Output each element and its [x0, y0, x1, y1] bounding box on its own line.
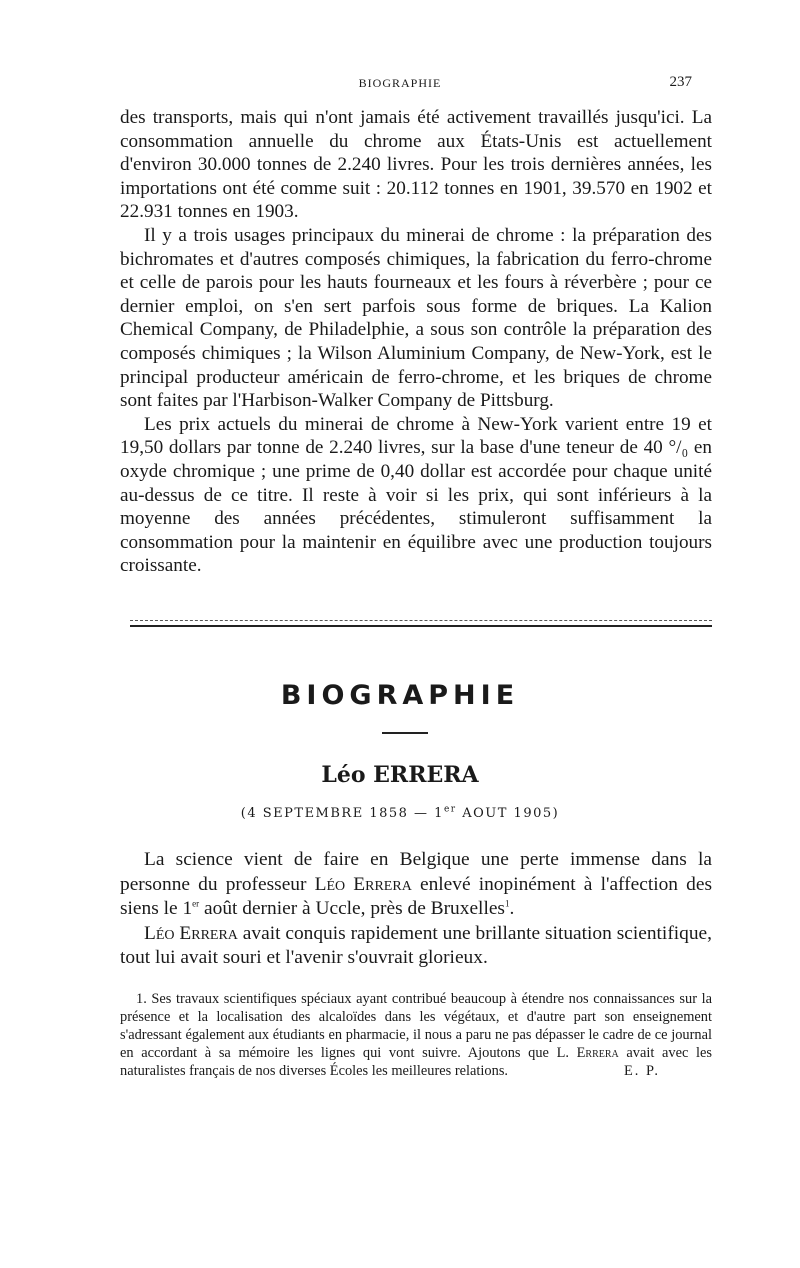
- biography-text: [120, 848, 712, 971]
- footnote-signature: E. P.: [624, 1063, 660, 1079]
- footnote: 1. Ses travaux scientifiques spéciaux ayant contribué beaucoup à étendre nos connaissances sur la présence et la localisation des alcaloïdes dans les végétaux, et d'autre part son enseignement s'adressant également aux étudiants en pharmacie, il nous a paru ne pas dépasser le cadre de ce journal en accordant à sa mémoire les lignes qui vont suivre. Ajoutons que L. Errera avait avec les naturalistes français de nos diverses Écoles les meilleures relations. E. P.: [120, 991, 712, 1079]
- biography-dates: (4 SEPTEMBRE 1858 — 1er AOUT 1905): [240, 804, 560, 821]
- article-continuation: [120, 106, 712, 578]
- title-rule: [382, 732, 428, 734]
- running-header: [0, 74, 800, 94]
- section-divider: [130, 620, 712, 628]
- running-title: BIOGRAPHIE: [358, 76, 442, 90]
- paragraph-chrome-prices: Les prix actuels du minerai de chrome à New-York varient entre 19 et 19,50 dollars par tonne de 2.240 livres, sur la base d'une teneur de 40 °/₀ en oxyde chromique ; une prime de 0,40 dollar est accordée pour chaque unité au-dessus de ce titre. Il reste à voir si les prix, qui sont inférieurs à la moyenne des années précédentes, stimuleront suffisamment la consommation pour la maintenir en équilibre avec une production toujours croissante.: [120, 413, 712, 577]
- biography-paragraph-1: La science vient de faire en Belgique une perte immense dans la personne du professeur Léo Errera enlevé inopinément à l'affection des siens le 1er août dernier à Uccle, près de Bruxelles$^1$.: [120, 849, 713, 920]
- footnote-ref: 1: [504, 898, 510, 909]
- biography-name: Léo ERRERA: [321, 762, 479, 788]
- section-title: BIOGRAPHIE: [280, 680, 520, 711]
- paragraph-chrome-uses: Il y a trois usages principaux du minerai de chrome : la préparation des bichromates et d'autres composés chimiques, la fabrication du ferro-chrome et celle de parois pour les hauts fourneaux et les fours à réverbère ; pour ce dernier emploi, on s'en sert parfois sous forme de briques. La Kalion Chemical Company, de Philadelphie, a sous son contrôle la préparation des composés chimiques ; la Wilson Aluminium Company, de New-York, est le principal producteur américain de ferro-chrome, et les briques de chrome sont faites par l'Harbison-Walker Company de Pittsburg.: [120, 224, 712, 412]
- biography-paragraph-2: Léo Errera avait conquis rapidement une brillante situation scientifique, tout lui avait souri et l'avenir s'ouvrait glorieux.: [120, 922, 713, 969]
- paragraph-chrome-consumption: des transports, mais qui n'ont jamais été activement travaillés jusqu'ici. La consommation annuelle du chrome aux États-Unis est actuellement d'environ 30.000 tonnes de 2.240 livres. Pour les trois dernières années, les importations ont été comme suit : 20.112 tonnes en 1901, 39.570 en 1902 et 22.931 tonnes en 1903.: [120, 107, 712, 223]
- page-number: 237: [669, 74, 692, 90]
